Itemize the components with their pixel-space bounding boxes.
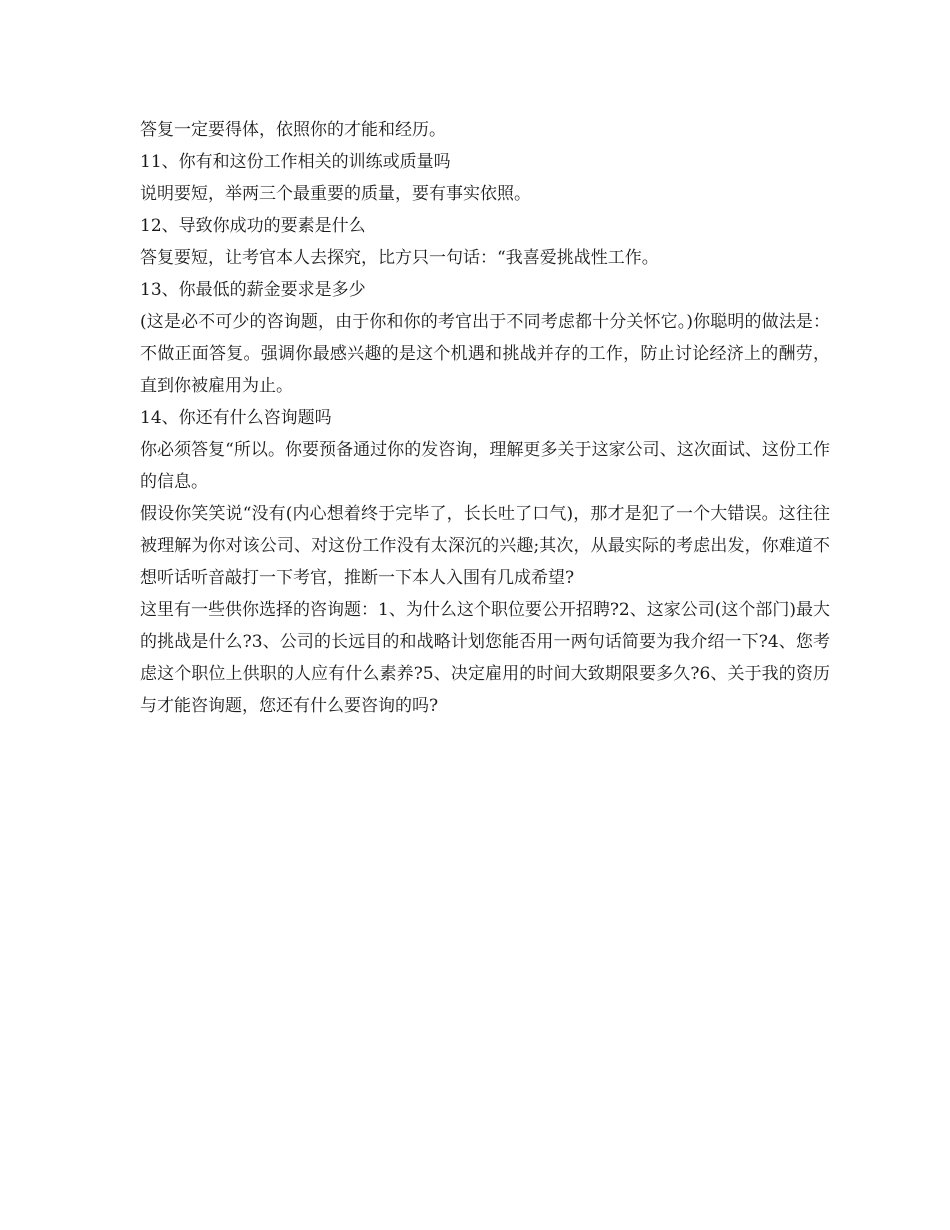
paragraph-answer-14: 你必须答复“所以。你要预备通过你的发咨询，理解更多关于这家公司、这次面试、这份工作的信息。 [140,440,830,492]
paragraph-answer-13: (这是必不可少的咨询题，由于你和你的考官出于不同考虑都十分关怀它。)你聪明的做法是：不做正面答复。强调你最感兴趣的是这个机遇和挑战并存的工作，防止讨论经济上的酬劳，直到你被雇用为止。 [140,312,830,396]
question-13-heading: 13、你最低的薪金要求是多少 [140,280,366,300]
paragraph-answer-12: 答复要短，让考官本人去探究，比方只一句话：“我喜爱挑战性工作。 [140,248,659,268]
paragraph-no-questions-mistake: 假设你笑笑说“没有(内心想着终于完毕了，长长吐了口气)，那才是犯了一个大错误。这往往被理解为你对该公司、对这份工作没有太深沉的兴趣;其次，从最实际的考虑出发，你难道不想听话听音敲打一下考官，推断一下本人入围有几成希望? [140,504,830,588]
question-12-heading: 12、导致你成功的要素是什么 [140,216,366,236]
paragraph-answer-11: 说明要短，举两三个最重要的质量，要有事实依照。 [140,184,531,204]
document-body [140,114,830,722]
paragraph-answer-decorum: 答复一定要得体，依照你的才能和经历。 [140,120,446,140]
paragraph-suggested-questions: 这里有一些供你选择的咨询题：1、为什么这个职位要公开招聘?2、这家公司(这个部门)最大的挑战是什么?3、公司的长远目的和战略计划您能否用一两句话简要为我介绍一下?4、您考虑这个职位上供职的人应有什么素养?5、决定雇用的时间大致期限要多久?6、关于我的资历与才能咨询题，您还有什么要咨询的吗? [140,600,831,716]
question-14-heading: 14、你还有什么咨询题吗 [140,408,332,428]
question-11-heading: 11、你有和这份工作相关的训练或质量吗 [140,152,451,172]
